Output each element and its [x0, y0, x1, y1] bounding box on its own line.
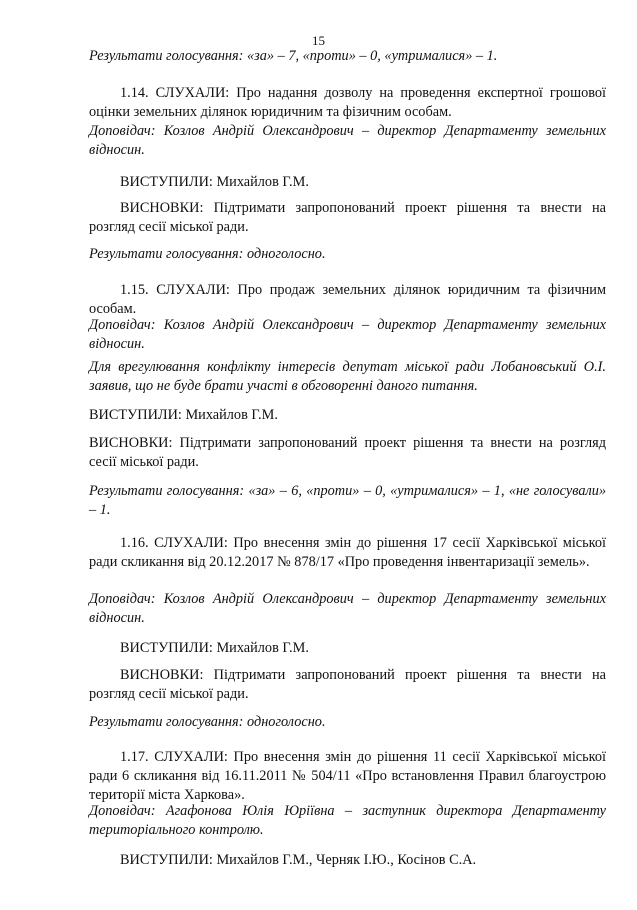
- item-115-spoke: ВИСТУПИЛИ: Михайлов Г.М.: [89, 407, 278, 423]
- item-115-speaker: Доповідач: Козлов Андрій Олександрович – директор Департаменту земельних відносин.: [89, 317, 606, 352]
- item-116-spoke: ВИСТУПИЛИ: Михайлов Г.М.: [120, 640, 309, 656]
- page-number: 15: [312, 33, 325, 48]
- vote-result-prev: Результати голосування: «за» – 7, «проти» – 0, «утрималися» – 1.: [89, 48, 498, 64]
- item-117-speaker: Доповідач: Агафонова Юлія Юріївна – заступник директора Департаменту територіального контролю.: [89, 803, 606, 838]
- item-115-vote: Результати голосування: «за» – 6, «проти» – 0, «утрималися» – 1, «не голосували» – 1.: [89, 483, 606, 518]
- item-115-conclusions: ВИСНОВКИ: Підтримати запропонований проект рішення та внести на розгляд сесії міської ради.: [89, 435, 606, 470]
- item-116-vote: Результати голосування: одноголосно.: [89, 714, 326, 730]
- item-114-vote: Результати голосування: одноголосно.: [89, 246, 326, 262]
- item-115-heard: 1.15. СЛУХАЛИ: Про продаж земельних ділянок юридичним та фізичним особам.: [89, 282, 606, 317]
- item-114-heard: 1.14. СЛУХАЛИ: Про надання дозволу на проведення експертної грошової оцінки земельних ділянок юридичним та фізичним особам.: [89, 85, 606, 120]
- item-116-conclusions: ВИСНОВКИ: Підтримати запропонований проект рішення та внести на розгляд сесії міської ради.: [89, 667, 606, 702]
- item-115-conflict: Для врегулювання конфлікту інтересів депутат міської ради Лобановський О.І. заявив, що не буде брати участі в обговоренні даного питання.: [89, 359, 606, 394]
- item-114-spoke: ВИСТУПИЛИ: Михайлов Г.М.: [120, 174, 309, 190]
- item-117-spoke: ВИСТУПИЛИ: Михайлов Г.М., Черняк І.Ю., Косінов С.А.: [120, 852, 477, 868]
- item-117-heard: 1.17. СЛУХАЛИ: Про внесення змін до рішення 11 сесії Харківської міської ради 6 скликання від 16.11.2011 № 504/11 «Про встановлення Правил благоустрою території міста Харкова».: [89, 749, 606, 803]
- item-114-conclusions: ВИСНОВКИ: Підтримати запропонований проект рішення та внести на розгляд сесії міської ради.: [89, 200, 606, 235]
- item-116-heard: 1.16. СЛУХАЛИ: Про внесення змін до рішення 17 сесії Харківської міської ради скликання від 20.12.2017 № 878/17 «Про проведення інвентаризації земель».: [89, 535, 606, 570]
- item-114-speaker: Доповідач: Козлов Андрій Олександрович – директор Департаменту земельних відносин.: [89, 123, 606, 158]
- item-116-speaker: Доповідач: Козлов Андрій Олександрович – директор Департаменту земельних відносин.: [89, 591, 606, 626]
